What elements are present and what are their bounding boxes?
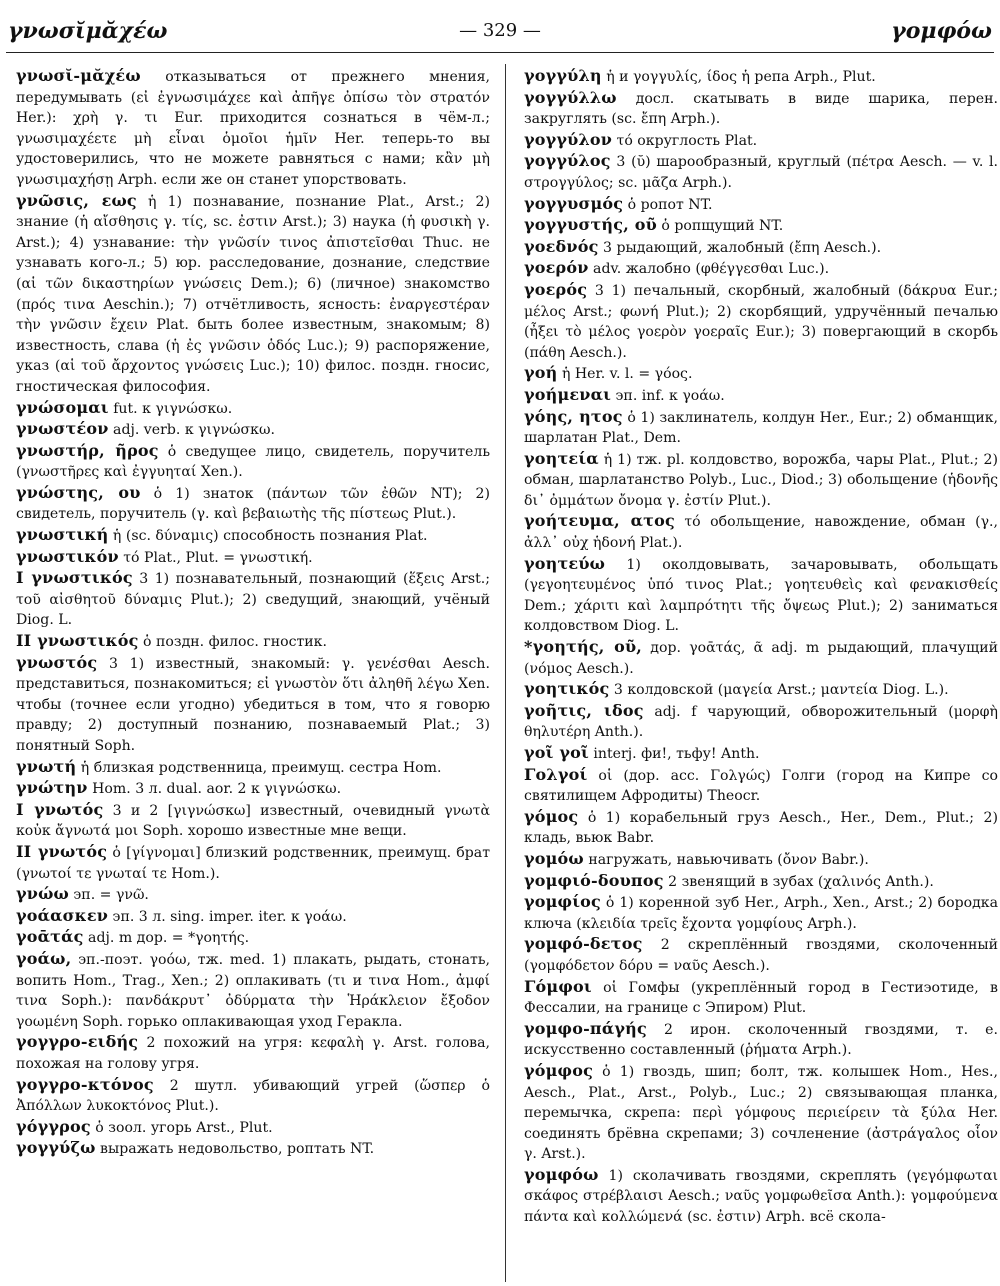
entry-definition: эп. inf. к γοάω. — [611, 387, 725, 404]
entry-definition: ἡ 1) тж. pl. колдовство, ворожба, чары Plat., Plut.; 2) обман, шарлатанство Polyb., Luc., Diod.; 3) обольщение (ἡδονῆς δι᾽ ὀμμάτων ὄνομα γ. ἐστίν Plut.). — [524, 451, 998, 509]
entry-headword: γοερόν — [524, 258, 589, 278]
entry-headword: γνώω — [16, 884, 69, 904]
entry-headword: γοάω, — [16, 948, 72, 968]
entry-headword: γοερός — [524, 279, 588, 299]
entry-definition: fut. к γιγνώσκω. — [108, 400, 233, 417]
entry-definition: выражать недовольство, роптать NT. — [95, 1141, 375, 1158]
dictionary-entry — [520, 449, 998, 512]
entry-definition: 3 1) известный, знакомый: γ. γενέσθαι Aesch. представиться, познакомиться; εἰ γνωστὸν ὅτι ἀληθῆ λέγω Xen. чтобы (точнее если угодно) убедиться в том, что я говорю правду; 2) доступный познанию, познаваемый Plat.; 3) понятный Soph. — [16, 655, 490, 754]
entry-headword: γομφίος — [524, 892, 601, 912]
entry-headword: γογγύλον — [524, 129, 613, 149]
entry-headword: Γόμφοι — [524, 976, 592, 996]
dictionary-entry — [12, 1075, 490, 1117]
dictionary-entry — [12, 927, 490, 949]
dictionary-entry — [520, 215, 998, 237]
dictionary-entry — [520, 1061, 998, 1165]
entry-definition: τό обольщение, навождение, обман (γ., ἀλλ᾽ οὐχ ἡδονή Plat.). — [524, 514, 998, 552]
right-column — [520, 66, 998, 1282]
dictionary-entry — [12, 800, 490, 842]
entry-headword: γοητεία — [524, 448, 599, 468]
entry-definition: ὁ [γίγνομαι] близкий родственник, преимущ. брат (γνωτοί τε γνωταί τε Hom.). — [16, 844, 490, 882]
dictionary-entry — [12, 1117, 490, 1139]
entry-headword: γογγυσμός — [524, 193, 624, 213]
running-head-right: γομφόω — [891, 18, 992, 44]
dictionary-entry — [12, 398, 490, 420]
dictionary-entry — [520, 807, 998, 849]
dictionary-entry — [12, 419, 490, 441]
entry-headword: γοήμεναι — [524, 384, 612, 404]
dictionary-entry — [520, 66, 998, 88]
entry-definition: 1) околдовывать, зачаровывать, обольщать (γεγοητευμένος ὑπό τινος Plat.; γοητευθεὶς καὶ φενακισθείς Dem.; χάριτι καὶ λαμπρότητι τῆς ὄψεως Plut.); 2) заниматься колдовством Diog. L. — [524, 556, 998, 635]
running-head-left: γνωσῐμᾰχέω — [8, 18, 168, 44]
dictionary-entry — [520, 511, 998, 553]
dictionary-entry — [12, 778, 490, 800]
dictionary-entry — [12, 441, 490, 483]
entry-definition: 3 колдовской (μαγεία Arst.; μαντεία Diog. L.). — [609, 682, 949, 699]
entry-headword: γόμφος — [524, 1060, 594, 1080]
entry-headword: γνωστήρ, ῆρος — [16, 440, 159, 460]
entry-definition: Hom. 3 л. dual. aor. 2 к γιγνώσκω. — [87, 781, 342, 798]
entry-definition: ἡ 1) познавание, познание Plat., Arst.; 2) знание (ἡ αἴσθησις γ. τίς, sc. ἐστιν Arst.); 3) наука (ἡ φυσικὴ γ. Arst.); 4) узнавание: τὴν γνῶσίν τινος ἀπιστεῖσθαι Thuc. не узнавать кого-л.; 5) юр. расследование, дознание, следствие (αἱ τῶν δικαστηρίων γνώσεις Dem.); 6) (личное) знакомство (πρός τινα Aeschin.); 7) отчётливость, ясность: ἐναργεστέραν τὴν γνῶσιν ἔχειν Plat. быть более известным, знакомым; 8) известность, слава (ἡ ἐς γνῶσιν ὁδός Luc.); 9) распоряжение, указ (αἱ τοῦ ἄρχοντος γνώσεις Luc.); 10) филос. поздн. гносис, гностическая философия. — [16, 193, 490, 395]
dictionary-entry — [12, 1138, 490, 1160]
entry-definition: 3 рыдающий, жалобный (ἔπη Aesch.). — [598, 239, 882, 256]
entry-definition: ὁ зоол. угорь Arst., Plut. — [90, 1119, 273, 1136]
page-number: — 329 — — [459, 20, 541, 41]
dictionary-entry — [520, 554, 998, 637]
entry-headword: γογγρο-κτόνος — [16, 1074, 154, 1094]
entry-headword: Γολγοί — [524, 764, 588, 784]
entry-headword: γοῆτις, ιδος — [524, 700, 644, 720]
entry-definition: ὁ ропщущий NT. — [656, 218, 784, 235]
entry-headword: γοητεύω — [524, 553, 606, 573]
dictionary-entry — [12, 525, 490, 547]
dictionary-entry — [520, 237, 998, 259]
entry-headword: γογγύλος — [524, 151, 611, 171]
entry-headword: γοάασκεν — [16, 905, 109, 925]
entry-definition: ἡ и γογγυλίς, ίδος ἡ репа Arph., Plut. — [601, 69, 876, 85]
entry-definition: 3 1) печальный, скорбный, жалобный (δάκρυα Eur.; μέλος Arst.; φωνή Plut.); 2) скорбящий, удручённый печалью (ἦξει τὸ μέλος γοερὸν γοεραῖς Eur.); 3) повергающий в скорбь (πάθη Aesch.). — [524, 282, 998, 361]
dictionary-entry — [520, 363, 998, 385]
entry-definition: эп.-поэт. γοόω, тж. med. 1) плакать, рыдать, стонать, вопить Hom., Trag., Xen.; 2) оплакивать (τι и τινα Hom., ἀμφί τινα Soph.): πανδάκρυτ᾽ ὀδύρματα τὴν Ἡράκλειον ἔξοδον γοωμένη Soph. горько оплакивающая уход Геракла. — [16, 951, 490, 1030]
entry-definition: эп. = γνῶ. — [68, 887, 149, 904]
entry-headword: I γνωτός — [16, 799, 104, 819]
entry-headword: γομφιό-δουπος — [524, 870, 664, 890]
dictionary-entry — [520, 701, 998, 743]
dictionary-entry — [520, 130, 998, 152]
entry-headword: γόης, ητος — [524, 406, 623, 426]
dictionary-entry — [12, 1032, 490, 1074]
entry-definition: ὁ сведущее лицо, свидетель, поручитель (γνωστῆρες καὶ ἐγγυηταί Xen.). — [16, 443, 490, 481]
header-rule — [6, 52, 994, 53]
dictionary-entry — [520, 258, 998, 280]
entry-headword: γνῶσις, εως — [16, 190, 137, 210]
entry-definition: ὁ ропот NT. — [623, 196, 713, 213]
entry-definition: ὁ 1) коренной зуб Her., Arph., Xen., Arst.; 2) бородка ключа (κλειδία τρεῖς ἔχοντα γομφίους Arph.). — [524, 895, 998, 932]
dictionary-entry — [12, 483, 490, 525]
dictionary-entry — [520, 280, 998, 363]
entry-headword: γνωστέον — [16, 419, 109, 439]
entry-headword: γνώστης, ου — [16, 482, 141, 502]
entry-headword: II γνωτός — [16, 841, 108, 861]
entry-definition: ἡ Her. v. l. = γόος. — [557, 366, 693, 383]
entry-headword: I γνωστικός — [16, 568, 133, 588]
entry-definition: дор. γοᾱτάς, ᾶ adj. m рыдающий, плачущий (νόμος Aesch.). — [524, 640, 998, 677]
entry-definition: 2 похожий на угря: κεφαλὴ γ. Arst. голова, похожая на голову угря. — [16, 1035, 490, 1072]
entry-definition: adj. verb. к γιγνώσκω. — [108, 422, 275, 439]
dictionary-entry — [520, 194, 998, 216]
left-column — [12, 66, 490, 1282]
dictionary-entry — [520, 385, 998, 407]
entry-definition: 1) сколачивать гвоздями, скреплять (γεγόμφωται σκάφος στρέβλαισι Aesch.; ναῦς γομφωθεῖσα Anth.): γομφούμενα πάντα καὶ κολλώμενά (sc. ἐστιν) Arph. всё скола- — [524, 1167, 998, 1226]
dictionary-entry — [12, 568, 490, 631]
entry-headword: γομόω — [524, 848, 584, 868]
entry-definition: эп. 3 л. sing. imper. iter. к γοάω. — [108, 908, 347, 925]
dictionary-entry — [12, 884, 490, 906]
entry-definition: οἱ Гомфы (укреплённый город в Гестиэотиде, в Фессалии, на границе с Эпиром) Plut. — [524, 979, 998, 1017]
entry-definition: interj. фи!, тьфу! Anth. — [588, 746, 760, 762]
dictionary-entry — [520, 679, 998, 701]
entry-definition: ὁ 1) корабельный груз Aesch., Her., Dem., Plut.; 2) кладь, вьюк Babr. — [524, 809, 998, 847]
entry-definition: ὁ 1) знаток (πάντων τῶν ἐθῶν NT); 2) свидетель, поручитель (γ. καὶ βεβαιωτὴς τῆς πίστεως Plut.). — [16, 485, 490, 523]
entry-headword: γοᾱτάς — [16, 927, 84, 947]
entry-headword: γνώτην — [16, 778, 88, 798]
dictionary-entry — [520, 1165, 998, 1228]
dictionary-entry — [520, 871, 998, 893]
entry-headword: γογγύλη — [524, 66, 602, 85]
entry-headword: γνωστός — [16, 652, 98, 672]
entry-definition: ὁ поздн. филос. гностик. — [138, 634, 327, 651]
entry-headword: γομφόω — [524, 1164, 599, 1184]
entry-headword: *γοητής, οῦ, — [524, 637, 643, 657]
entry-definition: adj. m дор. = *γοητής. — [83, 930, 250, 947]
entry-definition: 3 и 2 [γιγνώσκω] известный, очевидный γνωτὰ κοὐκ ἄγνωτά μοι Soph. хорошо известные мне вещи. — [16, 802, 490, 840]
dictionary-entry — [12, 949, 490, 1032]
dictionary-entry — [12, 906, 490, 928]
entry-headword: γοή — [524, 363, 558, 383]
entry-definition: adv. жалобно (φθέγγεσθαι Luc.). — [588, 261, 830, 278]
dictionary-entry — [12, 842, 490, 884]
entry-headword: γνωσῐ-μᾰχέω — [16, 66, 141, 85]
entry-definition: adj. f чарующий, обворожительный (μορφὴ θηλυτέρη Anth.). — [524, 703, 998, 741]
entry-definition: ὁ 1) заклинатель, колдун Her., Eur.; 2) обманщик, шарлатан Plat., Dem. — [524, 409, 998, 447]
entry-headword: γογγύζω — [16, 1138, 96, 1158]
entry-headword: γοήτευμα, ατος — [524, 511, 675, 531]
dictionary-entry — [12, 66, 490, 191]
entry-definition: ὁ 1) гвоздь, шип; болт, тж. колышек Hom., Hes., Aesch., Plat., Arst., Polyb., Luc.; 2) связывающая планка, перемычка, скрепа: περὶ γόμφους περιείρειν τὰ ξύλα Her. соединять брёвна скрепами; 3) сочленение (ἀστράγαλος οἷον γ. Arst.). — [524, 1063, 998, 1163]
dictionary-entry — [520, 151, 998, 193]
dictionary-entry — [12, 191, 490, 398]
entry-headword: γοῖ γοῖ — [524, 743, 589, 762]
entry-headword: γογγύλλω — [524, 87, 617, 107]
dictionary-entry — [520, 765, 998, 807]
entry-headword: γνωστικόν — [16, 546, 119, 566]
dictionary-entry — [12, 547, 490, 569]
entry-definition: ἡ (sc. δύναμις) способность познания Plat. — [108, 528, 428, 545]
dictionary-entry — [12, 631, 490, 653]
entry-definition: 2 звенящий в зубах (χαλινός Anth.). — [663, 873, 934, 890]
entry-definition: τό округлость Plat. — [612, 132, 758, 149]
entry-definition: 2 скреплённый гвоздями, сколоченный (γομφόδετον δόρυ = ναῦς Aesch.). — [524, 937, 998, 974]
entry-definition: досл. скатывать в виде шарика, перен. закруглять (sc. ἔπη Arph.). — [524, 90, 998, 128]
entry-definition: отказываться от прежнего мнения, передумывать (εἰ ἐγνωσιμάχεε καὶ ἀπῆγε ὀπίσω τὸν στρατόν Her.): χρὴ γ. τι Eur. приходится сознаться в чём-л.; γνωσιμαχέετε μὴ εἶναι ὁμοῖοι ἡμῖν Her. теперь-то вы удостоверились, что не можете равняться с нами; κἂν μὴ γνωσιμαχήσῃ Arph. если же он станет упорствовать. — [16, 69, 490, 188]
column-divider — [505, 64, 506, 1282]
entry-definition: 3 1) познавательный, познающий (ἕξεις Arst.; τοῦ αἰσθητοῦ δύναμις Plut.); 2) сведущий, знающий, учёный Diog. L. — [16, 571, 490, 629]
dictionary-entry — [520, 407, 998, 449]
entry-definition: οἱ (дор. acc. Γολγώς) Голги (город на Кипре со святилищем Афродиты) Theocr. — [524, 767, 998, 805]
entry-headword: γόμος — [524, 806, 579, 826]
dictionary-entry — [520, 892, 998, 934]
entry-definition: 3 (ῠ) шарообразный, круглый (πέτρα Aesch. — v. l. στρογγύλος; sc. μᾶζα Arph.). — [524, 154, 998, 191]
dictionary-entry — [520, 1019, 998, 1061]
entry-definition: ἡ близкая родственница, преимущ. сестра Hom. — [76, 759, 442, 776]
dictionary-entry — [520, 849, 998, 871]
entry-headword: γοεδνός — [524, 236, 599, 256]
dictionary-entry — [520, 977, 998, 1019]
dictionary-entry — [520, 934, 998, 976]
entry-definition: τό Plat., Plut. = γνωστική. — [118, 549, 313, 566]
dictionary-entry — [12, 653, 490, 757]
dictionary-entry — [12, 757, 490, 779]
entry-definition: нагружать, навьючивать (ὄνον Babr.). — [583, 851, 869, 868]
entry-headword: γομφό-δετος — [524, 934, 643, 954]
entry-headword: γνώσομαι — [16, 397, 109, 417]
entry-definition: 2 ирон. сколоченный гвоздями, т. е. искусственно составленный (ῥήματα Arph.). — [524, 1021, 998, 1059]
dictionary-entry — [520, 88, 998, 130]
entry-headword: γογγρο-ειδής — [16, 1032, 139, 1052]
page-header — [0, 14, 1000, 54]
entry-headword: II γνωστικός — [16, 631, 139, 651]
entry-headword: γομφο-πάγής — [524, 1018, 647, 1038]
dictionary-entry — [520, 743, 998, 765]
dictionary-entry — [520, 637, 998, 679]
entry-headword: γογγυστής, οῦ — [524, 215, 657, 235]
entry-headword: γοητικός — [524, 679, 610, 699]
entry-definition: 2 шутл. убивающий угрей (ὥσπερ ὁ Ἀπόλλων λυκοκτόνος Plut.). — [16, 1077, 490, 1115]
entry-headword: γόγγρος — [16, 1116, 91, 1136]
entry-headword: γνωτή — [16, 756, 77, 776]
entry-headword: γνωστική — [16, 525, 109, 545]
